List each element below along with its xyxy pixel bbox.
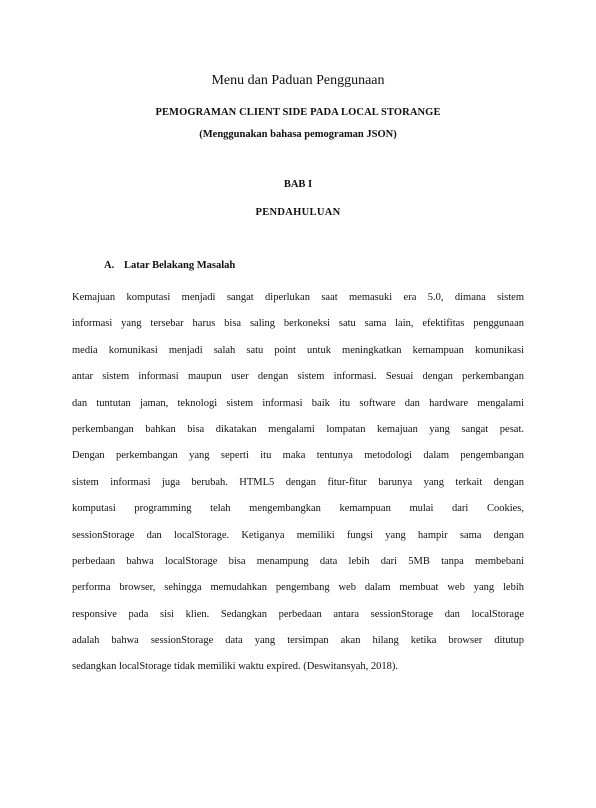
chapter-number: BAB I bbox=[283, 179, 313, 190]
paragraph-line: sessionStorage dan localStorage. Ketiganya memiliki fungsi yang hampir sama dengan bbox=[72, 529, 524, 541]
paragraph-line: sedangkan localStorage tidak memiliki waktu expired. (Deswitansyah, 2018). bbox=[72, 661, 398, 673]
paragraph-line: responsive pada sisi klien. Sedangkan perbedaan antara sessionStorage dan localStorage bbox=[72, 608, 524, 620]
paragraph-line: perkembangan bahkan bisa dikatakan mengalami lompatan kemajuan yang sangat pesat. bbox=[72, 423, 524, 435]
paragraph-line: Dengan perkembangan yang seperti itu maka tentunya metodologi dalam pengembangan bbox=[72, 450, 524, 462]
paragraph-line: performa browser, sehingga memudahkan pengembang web dalam membuat web yang lebih bbox=[72, 582, 524, 594]
document-subtitle-note: (Menggunakan bahasa pemograman JSON) bbox=[199, 129, 397, 140]
paragraph-line: adalah bahwa sessionStorage data yang tersimpan akan hilang ketika browser ditutup bbox=[72, 635, 524, 647]
paragraph-line: informasi yang tersebar harus bisa saling berkoneksi satu sama lain, efektifitas penggunaan bbox=[72, 318, 524, 330]
section-heading-text: Latar Belakang Masalah bbox=[124, 260, 236, 271]
paragraph-line: antar sistem informasi maupun user dengan sistem informasi. Sesuai dengan perkembangan bbox=[72, 371, 524, 383]
chapter-title: PENDAHULUAN bbox=[255, 207, 341, 218]
paragraph-line: media komunikasi menjadi salah satu point untuk meningkatkan kemampuan komunikasi bbox=[72, 344, 524, 356]
section-heading bbox=[104, 259, 235, 273]
paragraph-line: sistem informasi juga berubah. HTML5 dengan fitur-fitur barunya yang terkait dengan bbox=[72, 476, 524, 488]
paragraph-line: Kemajuan komputasi menjadi sangat diperlukan saat memasuki era 5.0, dimana sistem bbox=[72, 292, 524, 303]
document-title: Menu dan Paduan Penggunaan bbox=[211, 73, 385, 88]
document-subtitle: PEMOGRAMAN CLIENT SIDE PADA LOCAL STORANGE bbox=[155, 107, 441, 118]
paragraph-line: perbedaan bahwa localStorage bisa menampung data lebih dari 5MB tanpa membebani bbox=[72, 555, 524, 567]
body-paragraph bbox=[72, 285, 524, 681]
paragraph-line: komputasi programming telah mengembangkan kemampuan mulai dari Cookies, bbox=[72, 503, 524, 515]
paragraph-line: dan tuntutan jaman, teknologi sistem informasi baik itu software dan hardware mengalami bbox=[72, 397, 524, 409]
section-marker: A. bbox=[104, 260, 115, 271]
